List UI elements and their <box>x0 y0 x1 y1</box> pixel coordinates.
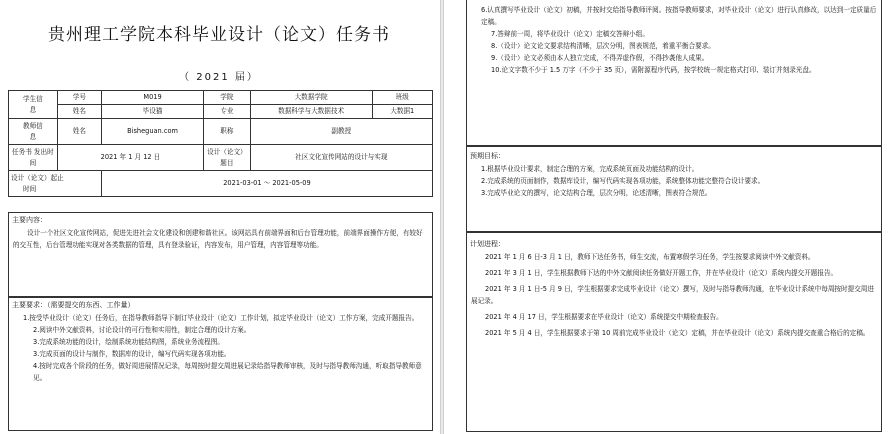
teacher-info-label: 教师信 息 <box>9 119 58 145</box>
year-line: （ 2021 届） <box>179 72 259 83</box>
document-title: 贵州理工学院本科毕业设计（论文）任务书 <box>48 25 390 45</box>
schedule-item: 2021 年 5 月 4 日，学生根据要求于第 10 周前完成毕业设计（论文）定稿，并在毕业设计（论文）系统内提交查重合格后的定稿。 <box>485 329 870 337</box>
issue-date-label: 任务书 发出时 间 <box>9 145 58 171</box>
schedule-item: 2021 年 3 月 1 日-5 月 9 日，学生根据要求完成毕业设计（论文）撰写，及时与指导教师沟通，在毕业设计系统中每周按时提交周进展记录。 <box>471 285 874 305</box>
goal-item: 1.根据毕业设计要求，制定合理的方案，完成系统页面及功能结构的设计。 <box>481 165 699 173</box>
thesis-title-value: 社区文化宣传网站的设计与实现 <box>250 145 432 171</box>
goal-item: 3.完成毕业论文的撰写，论文结构合理，层次分明，论述清晰，图表符合规范。 <box>481 189 712 197</box>
period-value: 2021-03-01 ～ 2021-05-09 <box>101 171 432 197</box>
student-id-label: 学号 <box>57 91 101 105</box>
teacher-title-label: 职称 <box>204 119 250 145</box>
teacher-title-value: 副教授 <box>250 119 432 145</box>
schedule-item: 2021 年 3 月 1 日，学生根据教师下达的中外文献阅读任务做好开题工作，并在毕业设计（论文）系统内提交开题报告。 <box>485 269 838 277</box>
requirement-item: 1.按受毕业设计（论文）任务后，在指导教师指导下制订毕业设计（论文）工作计划，拟定毕业设计（论文）工作方案，完成开题报告。 <box>23 314 419 322</box>
student-name-label: 姓名 <box>57 105 101 119</box>
requirement-item: 7.答辩前一周，将毕业设计（论文）定稿交答辩小组。 <box>491 30 649 38</box>
thesis-title-label: 设计（论文） 题目 <box>204 145 250 171</box>
college-value: 大数据学院 <box>250 91 372 105</box>
requirements-continued-section <box>466 0 882 146</box>
main-content-label: 主要内容： <box>12 216 47 224</box>
period-label: 设计（论文）起止 时间 <box>9 171 102 197</box>
main-content-section <box>8 212 433 297</box>
student-id-value: M019 <box>101 91 203 105</box>
major-value: 数据科学与大数据技术 <box>250 105 372 119</box>
requirement-item: 6.认真撰写毕业设计（论文）初稿，并按时交给指导教师评阅。按指导教师要求，对毕业设计（论文）进行认真修改，以达到一定质量后定稿。 <box>481 6 877 26</box>
right-page <box>446 0 888 434</box>
expected-goals-label: 预期目标： <box>470 152 505 160</box>
requirement-item: 4.按时完成各个阶段的任务，做好周进展情况记录，每周按时提交周进展记录给指导教师审核，及时与指导教师沟通，听取指导教师意见。 <box>33 362 422 382</box>
requirement-item: 10.论文字数不少于 1.5 万字（不少于 35 页），需附源程序代码，按学校统一规定格式打印、装订并刻录光盘。 <box>491 66 816 74</box>
requirements-label: 主要要求：（需要提交的东西、工作量） <box>12 301 135 309</box>
main-content-text: 设计一个社区文化宣传网站，促进先进社会文化建设和创建和谐社区。该网站具有前端界面和后台管理功能，前端界面操作方便，有较好的交互性，后台管理功能实现对各类数据的管理，具有登录验证，内容发布，用户管理，内容管理等功能。 <box>13 229 423 249</box>
requirement-item: 9.（设计）论文必须由本人独立完成，不得弄虚作假，不得抄袭他人成果。 <box>491 54 709 62</box>
page-divider <box>440 0 444 434</box>
teacher-name-value: Bisheguan.com <box>101 119 203 145</box>
college-label: 学院 <box>204 91 250 105</box>
requirement-item: 3.完成系统功能的设计，绘制系统功能结构图，系统业务流程图。 <box>33 338 224 346</box>
student-info-label: 学生信 息 <box>9 91 58 119</box>
major-label: 专业 <box>204 105 250 119</box>
class-value: 大数据1 <box>372 105 432 119</box>
requirement-item: 3.完成页面的设计与制作，数据库的设计，编写代码实现各项功能。 <box>33 350 231 358</box>
schedule-section <box>466 232 882 432</box>
schedule-label: 计划进程： <box>470 240 505 248</box>
requirement-item: 2.阅读中外文献资料，讨论设计的可行性和实用性，制定合理的设计方案。 <box>33 326 251 334</box>
requirements-section <box>8 297 433 431</box>
goal-item: 2.完成系统的页面制作，数据库设计，编写代码实现各项功能，系统整体功能完整符合设计要求。 <box>481 177 765 185</box>
student-info-table <box>8 90 433 197</box>
schedule-item: 2021 年 1 月 6 日-3 月 1 日，教师下达任务书，师生交流，布置寒假学习任务，学生按要求阅读中外文献资料。 <box>485 253 815 261</box>
requirement-item: 8.（设计）论文论文要求结构清晰，层次分明，图表规范，着重平衡合要求。 <box>491 42 715 50</box>
expected-goals-section <box>466 146 882 232</box>
issue-date-value: 2021 年 1 月 12 日 <box>57 145 203 171</box>
class-label: 班级 <box>372 91 432 105</box>
schedule-item: 2021 年 4 月 17 日，学生根据要求在毕业设计（论文）系统提交中期检查报告。 <box>485 313 723 321</box>
left-page <box>0 0 438 434</box>
teacher-name-label: 姓名 <box>57 119 101 145</box>
student-name-value: 毕设猫 <box>101 105 203 119</box>
